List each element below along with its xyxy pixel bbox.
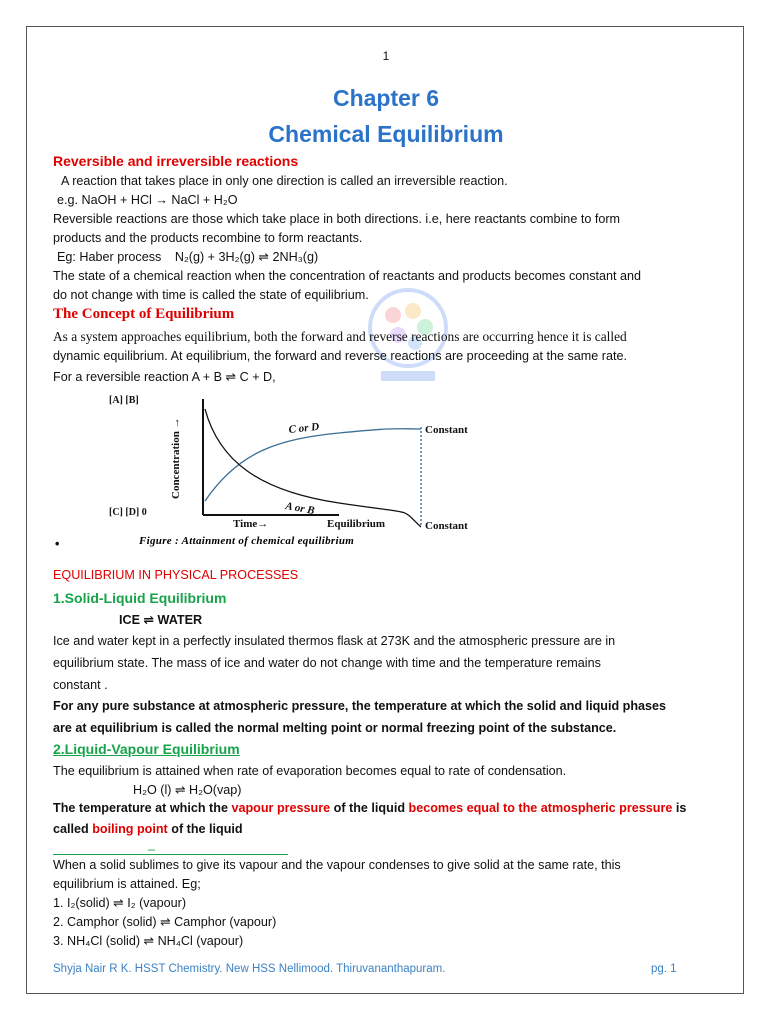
paragraph-state-l2: do not change with time is called the state of equilibrium. <box>53 288 369 302</box>
chapter-heading: Chapter 6 <box>332 85 440 111</box>
figure-bullet: • <box>55 537 60 551</box>
figure-y-top-label: [A] [B] <box>109 395 139 406</box>
footer-author: Shyja Nair R K. HSST Chemistry. New HSS Nellimood. Thiruvananthapuram. <box>53 963 446 975</box>
figure-x-axis-label: Time→ <box>233 518 269 530</box>
paragraph-melting-l1: For any pure substance at atmospheric pressure, the temperature at which the solid and liquid phases <box>53 699 667 713</box>
figure-caption: Figure : Attainment of chemical equilibrium <box>139 535 355 547</box>
paragraph-sublimation-l2: equilibrium is attained. Eg; <box>53 877 201 891</box>
page-title: Chemical Equilibrium <box>268 121 504 147</box>
list-item-2: 2. Camphor (solid) ⇌ Camphor (vapour) <box>53 915 277 929</box>
section-heading-reversible: Reversible and irreversible reactions <box>53 153 299 169</box>
paragraph-ice-l1: Ice and water kept in a perfectly insulated thermos flask at 273K and the atmospheric pressure are in <box>53 634 616 648</box>
paragraph-sublimation-l1: When a solid sublimes to give its vapour and the vapour condenses to give solid at the same rate, this <box>53 858 621 872</box>
green-divider <box>53 854 288 855</box>
paragraph-state-l1: The state of a chemical reaction when the concentration of reactants and products becomes constant and <box>53 269 642 283</box>
bp-text-vapour-pressure: vapour pressure <box>231 801 331 815</box>
bp-text-equal: becomes equal to the atmospheric pressure <box>408 801 673 815</box>
green-dash: _ <box>148 837 156 851</box>
example-haber-reaction: N₂(g) + 3H₂(g) ⇌ 2NH₃(g) <box>174 250 319 264</box>
ice-water-equation: ICE ⇌ WATER <box>119 613 203 627</box>
figure-y-bottom-label: [C] [D] 0 <box>109 507 147 518</box>
bp-text-e: is <box>672 801 687 815</box>
paragraph-concept-l2: dynamic equilibrium. At equilibrium, the forward and reverse reactions are proceeding at the same rate. <box>53 349 628 363</box>
footer-page: pg. 1 <box>651 963 677 975</box>
bp-text-f: called <box>53 822 93 836</box>
paragraph-concept-l3: For a reversible reaction A + B ⇌ C + D, <box>53 370 276 384</box>
figure-y-axis-label: Concentration → <box>170 417 182 499</box>
paragraph-reversible-l2: products and the products recombine to form reactants. <box>53 231 363 245</box>
paragraph-irreversible: A reaction that takes place in only one direction is called an irreversible reaction. <box>61 174 508 188</box>
list-item-3: 3. NH₄Cl (solid) ⇌ NH₄Cl (vapour) <box>53 934 244 948</box>
section-heading-concept: The Concept of Equilibrium <box>53 306 235 322</box>
paragraph-ice-l3: constant . <box>53 678 108 692</box>
figure-equilibrium-label: Equilibrium <box>327 518 386 530</box>
paragraph-concept-l1: As a system approaches equilibrium, both the forward and reverse reactions are occurring hence it is called <box>53 329 627 344</box>
paragraph-boiling-l1 <box>53 799 686 818</box>
bp-text-a: The temperature at which the <box>53 801 232 815</box>
paragraph-evaporation: The equilibrium is attained when rate of evaporation becomes equal to rate of condensation. <box>53 764 567 778</box>
section-heading-physical: EQUILIBRIUM IN PHYSICAL PROCESSES <box>53 568 299 582</box>
document-page <box>26 26 744 994</box>
example-haber-prefix: Eg: Haber process <box>57 250 162 264</box>
bp-text-boiling-point: boiling point <box>92 822 168 836</box>
subheading-solid-liquid: 1.Solid-Liquid Equilibrium <box>53 590 227 606</box>
list-item-1: 1. I₂(solid) ⇌ I₂ (vapour) <box>53 896 187 910</box>
paragraph-ice-l2: equilibrium state. The mass of ice and water do not change with time and the temperature remains <box>53 656 601 670</box>
example-haber <box>57 248 318 267</box>
paragraph-melting-l2: are at equilibrium is called the normal melting point or normal freezing point of the substance. <box>53 721 617 735</box>
figure-constant-top: Constant <box>425 424 468 436</box>
example-naoh: e.g. NaOH + HCl → NaCl + H₂O <box>57 193 238 207</box>
page-number: 1 <box>382 49 390 63</box>
equilibrium-figure <box>109 391 509 549</box>
figure-curve-ab-label: A or B <box>284 500 316 518</box>
figure-curve-cd <box>205 429 421 501</box>
figure-constant-bottom: Constant <box>425 520 468 532</box>
paragraph-reversible-l1: Reversible reactions are those which take place in both directions. i.e, here reactants combine to form <box>53 212 621 226</box>
bp-text-c: of the liquid <box>330 801 409 815</box>
bp-text-h: of the liquid <box>167 822 243 836</box>
subheading-liquid-vapour: 2.Liquid-Vapour Equilibrium <box>53 741 240 757</box>
h2o-equation: H₂O (l) ⇌ H₂O(vap) <box>133 783 242 797</box>
figure-curve-cd-label: C or D <box>288 420 320 436</box>
